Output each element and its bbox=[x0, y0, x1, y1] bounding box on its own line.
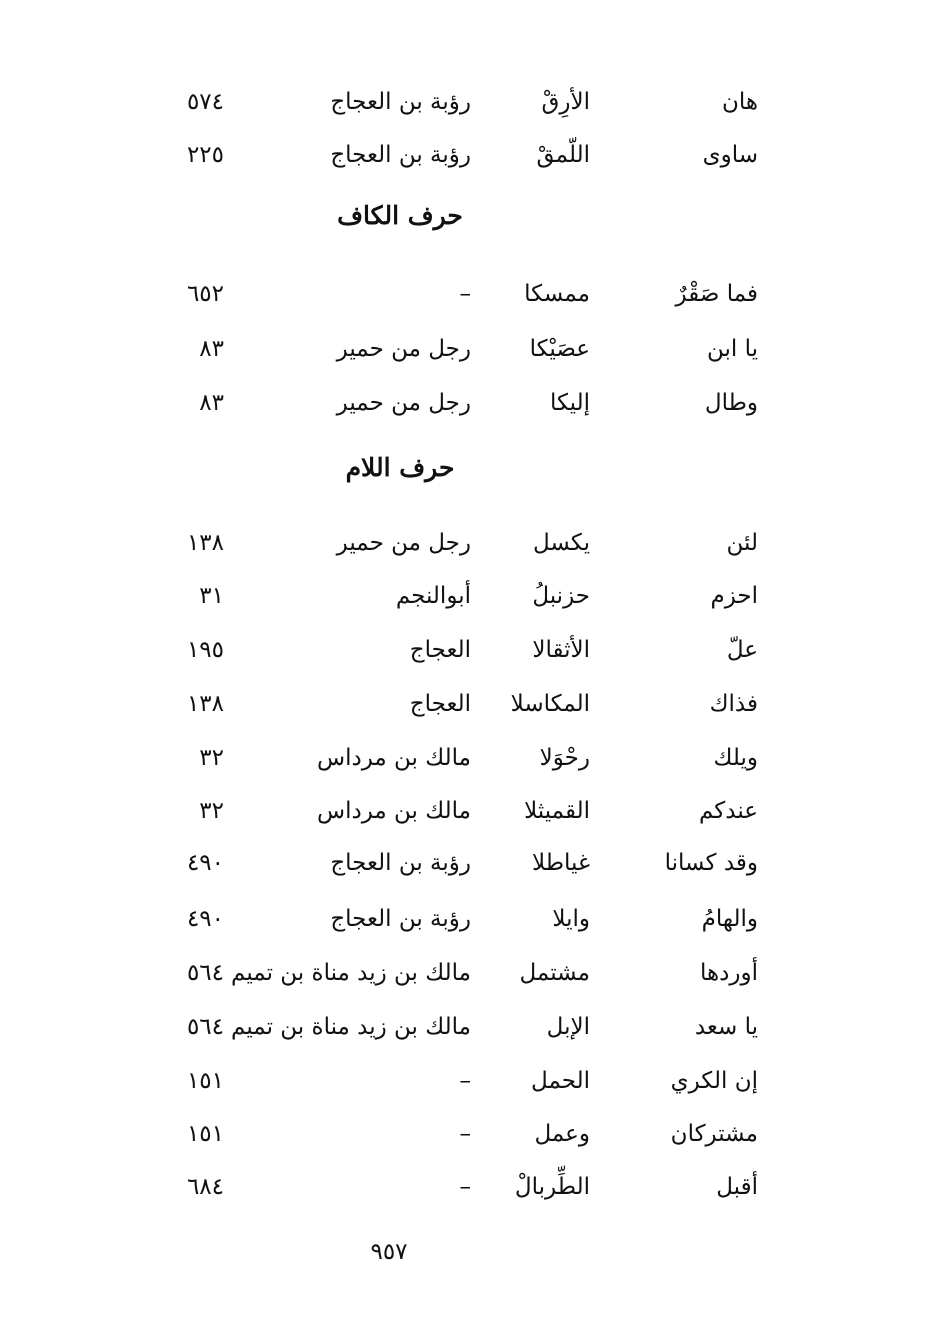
poet-name: – bbox=[459, 1174, 471, 1200]
page-ref: ٤٩٠ bbox=[186, 850, 224, 876]
opening-word: ويلك bbox=[713, 745, 758, 771]
index-row bbox=[0, 329, 948, 369]
rhyme-word: الأرِقْ bbox=[541, 89, 590, 115]
index-row bbox=[0, 899, 948, 939]
page-ref: ١٥١ bbox=[186, 1068, 224, 1094]
poet-name: مالك بن زيد مناة بن تميم bbox=[231, 960, 471, 986]
rhyme-word: اللّمقْ bbox=[536, 142, 590, 168]
section-heading-kaf: حرف الكاف bbox=[337, 201, 463, 230]
opening-word: يا ابن bbox=[706, 336, 758, 362]
index-row bbox=[0, 843, 948, 883]
page-ref: ١٩٥ bbox=[186, 637, 224, 663]
index-row bbox=[0, 684, 948, 724]
rhyme-word: إليكا bbox=[549, 390, 590, 416]
poet-name: رجل من حمير bbox=[336, 390, 471, 416]
index-row bbox=[0, 1007, 948, 1047]
opening-word: إن الكري bbox=[670, 1068, 758, 1094]
index-row bbox=[0, 1114, 948, 1154]
page-ref: ٥٧٤ bbox=[186, 89, 224, 115]
rhyme-word: وعمل bbox=[534, 1121, 590, 1147]
poet-name: مالك بن مرداس bbox=[317, 798, 471, 824]
poet-name: أبوالنجم bbox=[395, 583, 471, 609]
rhyme-word: مشتمل bbox=[519, 960, 590, 986]
poet-name: العجاج bbox=[409, 637, 471, 663]
index-row bbox=[0, 82, 948, 122]
page-ref: ٣١ bbox=[199, 583, 224, 609]
opening-word: يا سعد bbox=[694, 1014, 758, 1040]
poet-name: رؤبة بن العجاج bbox=[330, 850, 471, 876]
page-ref: ٤٩٠ bbox=[186, 906, 224, 932]
index-row bbox=[0, 274, 948, 314]
page-ref: ٥٦٤ bbox=[186, 1014, 224, 1040]
opening-word: هان bbox=[721, 89, 758, 115]
rhyme-word: الطِّربالْ bbox=[514, 1174, 590, 1200]
opening-word: ساوى bbox=[702, 142, 758, 168]
rhyme-word: المكاسلا bbox=[510, 691, 590, 717]
page-ref: ٣٢ bbox=[199, 745, 224, 771]
page-ref: ٨٣ bbox=[199, 390, 224, 416]
page-ref: ٨٣ bbox=[199, 336, 224, 362]
rhyme-word: الأثقالا bbox=[532, 637, 590, 663]
index-row bbox=[0, 1167, 948, 1207]
rhyme-word: وايلا bbox=[552, 906, 590, 932]
poet-name: العجاج bbox=[409, 691, 471, 717]
opening-word: فذاك bbox=[709, 691, 758, 717]
poet-name: رجل من حمير bbox=[336, 336, 471, 362]
section-heading-lam: حرف اللام bbox=[345, 453, 455, 482]
rhyme-word: عصَيْكا bbox=[529, 336, 590, 362]
poet-name: – bbox=[459, 1068, 471, 1094]
poet-name: رجل من حمير bbox=[336, 530, 471, 556]
page-ref: ٦٥٢ bbox=[186, 281, 224, 307]
index-row bbox=[0, 523, 948, 563]
opening-word: والهامُ bbox=[701, 906, 758, 932]
rhyme-word: غياطلا bbox=[531, 850, 590, 876]
rhyme-word: الحمل bbox=[531, 1068, 590, 1094]
page-ref: ٥٦٤ bbox=[186, 960, 224, 986]
page-ref: ١٣٨ bbox=[186, 530, 224, 556]
index-row bbox=[0, 135, 948, 175]
page-ref: ٢٢٥ bbox=[186, 142, 224, 168]
poet-name: مالك بن مرداس bbox=[317, 745, 471, 771]
rhyme-word: القميثلا bbox=[524, 798, 590, 824]
index-row bbox=[0, 383, 948, 423]
page-ref: ٣٢ bbox=[199, 798, 224, 824]
index-row bbox=[0, 953, 948, 993]
opening-word: وقد كسانا bbox=[664, 850, 758, 876]
page-ref: ٦٨٤ bbox=[186, 1174, 224, 1200]
poet-name: رؤبة بن العجاج bbox=[330, 906, 471, 932]
page-ref: ١٥١ bbox=[186, 1121, 224, 1147]
index-row bbox=[0, 576, 948, 616]
opening-word: وطال bbox=[704, 390, 758, 416]
index-row bbox=[0, 630, 948, 670]
opening-word: علّ bbox=[726, 637, 758, 663]
poet-name: – bbox=[459, 281, 471, 307]
opening-word: أوردها bbox=[700, 960, 758, 986]
rhyme-word: حزنبلُ bbox=[532, 583, 590, 609]
poet-name: رؤبة بن العجاج bbox=[330, 89, 471, 115]
opening-word: فما صَقْرٌ bbox=[675, 281, 758, 307]
opening-word: مشتركان bbox=[670, 1121, 758, 1147]
index-row bbox=[0, 1061, 948, 1101]
poet-name: مالك بن زيد مناة بن تميم bbox=[231, 1014, 471, 1040]
poet-name: – bbox=[459, 1121, 471, 1147]
index-row bbox=[0, 791, 948, 831]
rhyme-word: رحْوَلا bbox=[539, 745, 590, 771]
index-row bbox=[0, 738, 948, 778]
opening-word: أقبل bbox=[716, 1174, 758, 1200]
rhyme-word: الإبل bbox=[546, 1014, 590, 1040]
rhyme-word: ممسكا bbox=[524, 281, 590, 307]
opening-word: عندكم bbox=[699, 798, 758, 824]
page-ref: ١٣٨ bbox=[186, 691, 224, 717]
rhyme-word: يكسل bbox=[532, 530, 590, 556]
opening-word: لئن bbox=[726, 530, 758, 556]
page-number: ٩٥٧ bbox=[370, 1239, 408, 1265]
opening-word: احزم bbox=[710, 583, 758, 609]
poet-name: رؤبة بن العجاج bbox=[330, 142, 471, 168]
